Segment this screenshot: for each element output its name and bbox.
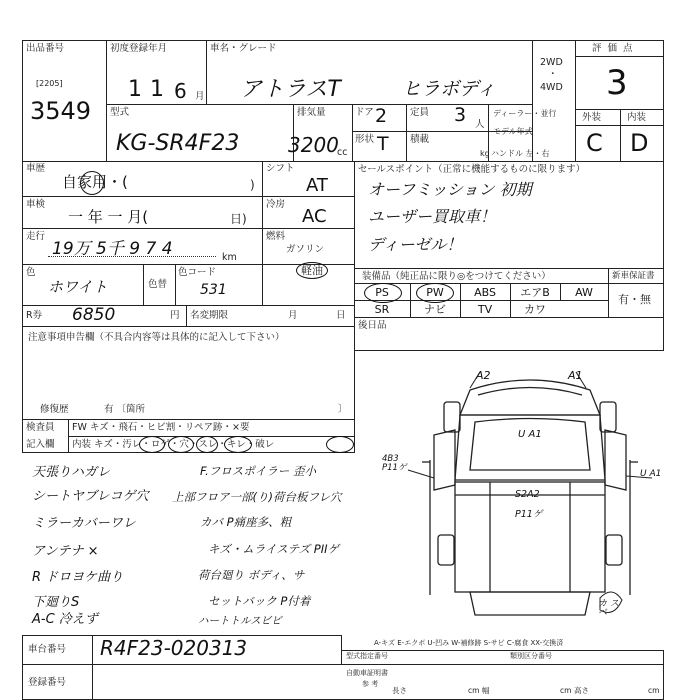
notes-label: 注意事項申告欄（不具合内容等は具体的に記入して下さい）	[28, 332, 285, 343]
width-label: 幅	[482, 686, 490, 695]
first-registration-label: 初度登録年月	[110, 43, 168, 54]
history-label: 車歴	[26, 163, 46, 174]
shaken-value: 一 年 一 月(	[68, 208, 149, 226]
grade-value: 3	[606, 63, 628, 103]
repair-history-label: 修復歴	[40, 404, 69, 415]
diagram-mark: P11ゲ	[515, 509, 543, 520]
height-label: 高さ	[574, 686, 589, 695]
inspector-note: 下廻りS	[32, 595, 80, 610]
model-value: KG-SR4F23	[116, 131, 240, 156]
length-cm: cm	[468, 686, 480, 695]
length-label: 長さ	[392, 686, 407, 695]
type-designation-label: 型式指定番号	[346, 652, 388, 660]
inspector-note: R ドロヨケ曲り	[32, 570, 124, 585]
diagram-mark: 4B3 P11ゲ	[382, 454, 407, 473]
mileage-value: 19万 5千 9 7 4	[52, 239, 173, 259]
fuel-diesel: 軽油	[296, 262, 328, 279]
drive-4wd: 4WD	[540, 82, 563, 93]
pw-circle	[416, 283, 454, 303]
capacity-label: 定員	[410, 107, 430, 118]
fuel-gasoline: ガソリン	[286, 244, 325, 255]
fuel-label: 燃料	[266, 231, 286, 242]
name-change-day: 日	[336, 310, 346, 321]
diagram-mark: U A1	[518, 429, 542, 440]
interior-tear-circle	[326, 436, 354, 453]
model-year-label: モデル年式	[493, 127, 533, 136]
shape-label: 形状	[355, 134, 375, 145]
chassis-number: R4F23-020313	[100, 636, 248, 660]
color-code-label: 色コード	[178, 267, 217, 278]
displacement-value: 3200	[288, 133, 339, 157]
chassis-label: 車台番号	[28, 644, 67, 655]
recycle-label: R券	[26, 310, 43, 321]
inspector-note: キズ・ムライステズ PIIゲ	[208, 542, 339, 556]
shift-label: シフト	[266, 163, 295, 174]
registration-year: 11	[128, 77, 172, 102]
handle-label: ハンドル 左・右	[491, 149, 550, 158]
equip-airbag: エアB	[520, 286, 550, 299]
equip-aw: AW	[575, 286, 593, 299]
model-label: 型式	[110, 107, 130, 118]
class-number-label: 類別区分番号	[510, 652, 552, 660]
shaken-label: 車検	[26, 199, 46, 210]
interior-wear-circle	[224, 436, 252, 453]
inspector-note: アンテナ ×	[32, 544, 99, 559]
recycle-value: 6850	[72, 305, 116, 325]
name-change-month: 月	[288, 310, 298, 321]
inspector-legend-fw: FW キズ・飛石・ヒビ割・リペア跡・×要	[72, 422, 250, 433]
repair-history-close: 〕	[338, 404, 348, 415]
interior-value: D	[630, 129, 649, 157]
mileage-label: 走行	[26, 231, 46, 242]
warranty-value: 有・無	[618, 293, 651, 306]
lot-code: [2205]	[36, 79, 63, 88]
history-value-text: 自家用・(	[62, 173, 128, 191]
sales-point-line-1: オーフミッション 初期	[368, 180, 532, 199]
certificate-label: 自動車証明書	[346, 669, 388, 677]
diagram-mark: S2A2	[515, 489, 540, 500]
mileage-unit: km	[222, 252, 237, 263]
equip-abs: ABS	[474, 286, 496, 299]
spec-footer-frame	[341, 650, 664, 665]
later-frame	[354, 317, 664, 351]
doors-value: 2	[375, 105, 388, 127]
load-unit: kg	[480, 149, 490, 158]
inspector-note: ハートトルスビビ	[198, 615, 282, 627]
recycle-yen: 円	[170, 310, 180, 321]
width-cm: cm	[560, 686, 572, 695]
interior-hole-circle	[196, 436, 218, 453]
inspector-note: シートヤブレコゲ穴	[32, 489, 149, 504]
exterior-label: 外装	[582, 112, 602, 123]
drive-dot: ・	[548, 69, 558, 80]
ac-value: AC	[302, 206, 327, 227]
car-name: アトラスT	[240, 77, 341, 102]
repair-history-value: 有 〔箇所	[104, 404, 146, 415]
inspector-note: カバ P痛座多、粗	[200, 515, 292, 529]
color-change-label: 色替	[148, 279, 168, 290]
height-cm: cm	[648, 686, 660, 695]
equip-tv: TV	[477, 303, 493, 316]
private-use-circle	[80, 171, 104, 195]
equip-sr: SR	[374, 303, 390, 316]
inspector-label-2: 記入欄	[26, 439, 55, 450]
displacement-label: 排気量	[297, 107, 326, 118]
capacity-value: 3	[454, 104, 467, 126]
color-label: 色	[26, 267, 36, 278]
interior-burn-circle	[168, 436, 194, 453]
diagram-mark: A1	[568, 369, 583, 382]
car-name-label: 車名・グレード	[210, 43, 277, 54]
grade-label: 評価点	[592, 43, 639, 54]
inspector-legend-interior: 内装 キズ・汚レ・ロゲ・穴・スレ・キレ・破レ	[72, 439, 275, 450]
inspector-label: 検査員	[26, 422, 55, 433]
interior-label: 内装	[627, 112, 647, 123]
inspector-note: 上部フロア一部(り)荷台板フレ穴	[172, 490, 342, 504]
exterior-value: C	[586, 129, 603, 157]
diagram-mark: カ スベ	[598, 599, 619, 618]
sales-point-line-3: ディーゼル！	[368, 235, 463, 254]
ps-circle	[364, 283, 402, 303]
inspector-note: セットバック P付着	[208, 594, 311, 608]
shape-value: T	[377, 133, 389, 155]
inspector-note: 荷台廻り ボディ、サ	[198, 568, 305, 582]
car-grade: ヒラボディ	[402, 78, 496, 100]
drive-2wd: 2WD	[540, 57, 563, 68]
inspector-note: 天張りハガレ	[32, 465, 111, 480]
name-change-label: 名変期限	[190, 310, 229, 321]
equip-ps: PS	[375, 286, 389, 299]
damage-legend: A-キズ E-エクボ U-凹み W-補修跡 S-サビ C-腐食 XX-交換済	[374, 639, 564, 647]
shaken-day: 日)	[230, 212, 247, 226]
load-label: 積載	[410, 134, 430, 145]
interior-stains-circle	[139, 436, 165, 453]
inspector-note: F.フロスポイラー 歪小	[200, 464, 316, 478]
displacement-unit: cc	[337, 147, 348, 158]
warranty-label: 新車保証書	[612, 271, 655, 281]
equip-pw: PW	[426, 286, 444, 299]
history-close-paren: )	[250, 178, 255, 192]
lot-number-label: 出品番号	[26, 43, 65, 54]
capacity-unit: 人	[475, 119, 485, 130]
equipment-label: 装備品（純正品に限り◎をつけてください）	[362, 271, 551, 282]
diagram-mark: U A1	[640, 469, 662, 479]
later-items-label: 後日品	[358, 320, 387, 331]
equip-leather: カワ	[524, 303, 546, 316]
registration-month: 6	[174, 79, 187, 103]
color-code-value: 531	[200, 282, 227, 298]
color-value: ホワイト	[48, 278, 108, 296]
sales-point-line-2: ユーザー買取車！	[368, 207, 497, 226]
registration-month-unit: 月	[195, 91, 205, 102]
inspector-note: ミラーカバーワレ	[32, 516, 136, 531]
equip-navi: ナビ	[424, 303, 446, 316]
lot-number: 3549	[30, 97, 92, 125]
doors-label: ドア	[355, 107, 374, 118]
diagram-mark: A2	[476, 369, 491, 382]
shift-value: AT	[306, 175, 328, 196]
reference-label: 参 考	[362, 680, 379, 688]
dealer-label: ディーラー・並行	[493, 109, 557, 118]
ac-label: 冷房	[266, 199, 286, 210]
sales-point-label: セールスポイント（正常に機能するものに限ります）	[358, 164, 586, 175]
registration-label: 登録番号	[28, 677, 67, 688]
inspector-note: A-C 冷えず	[32, 612, 98, 627]
